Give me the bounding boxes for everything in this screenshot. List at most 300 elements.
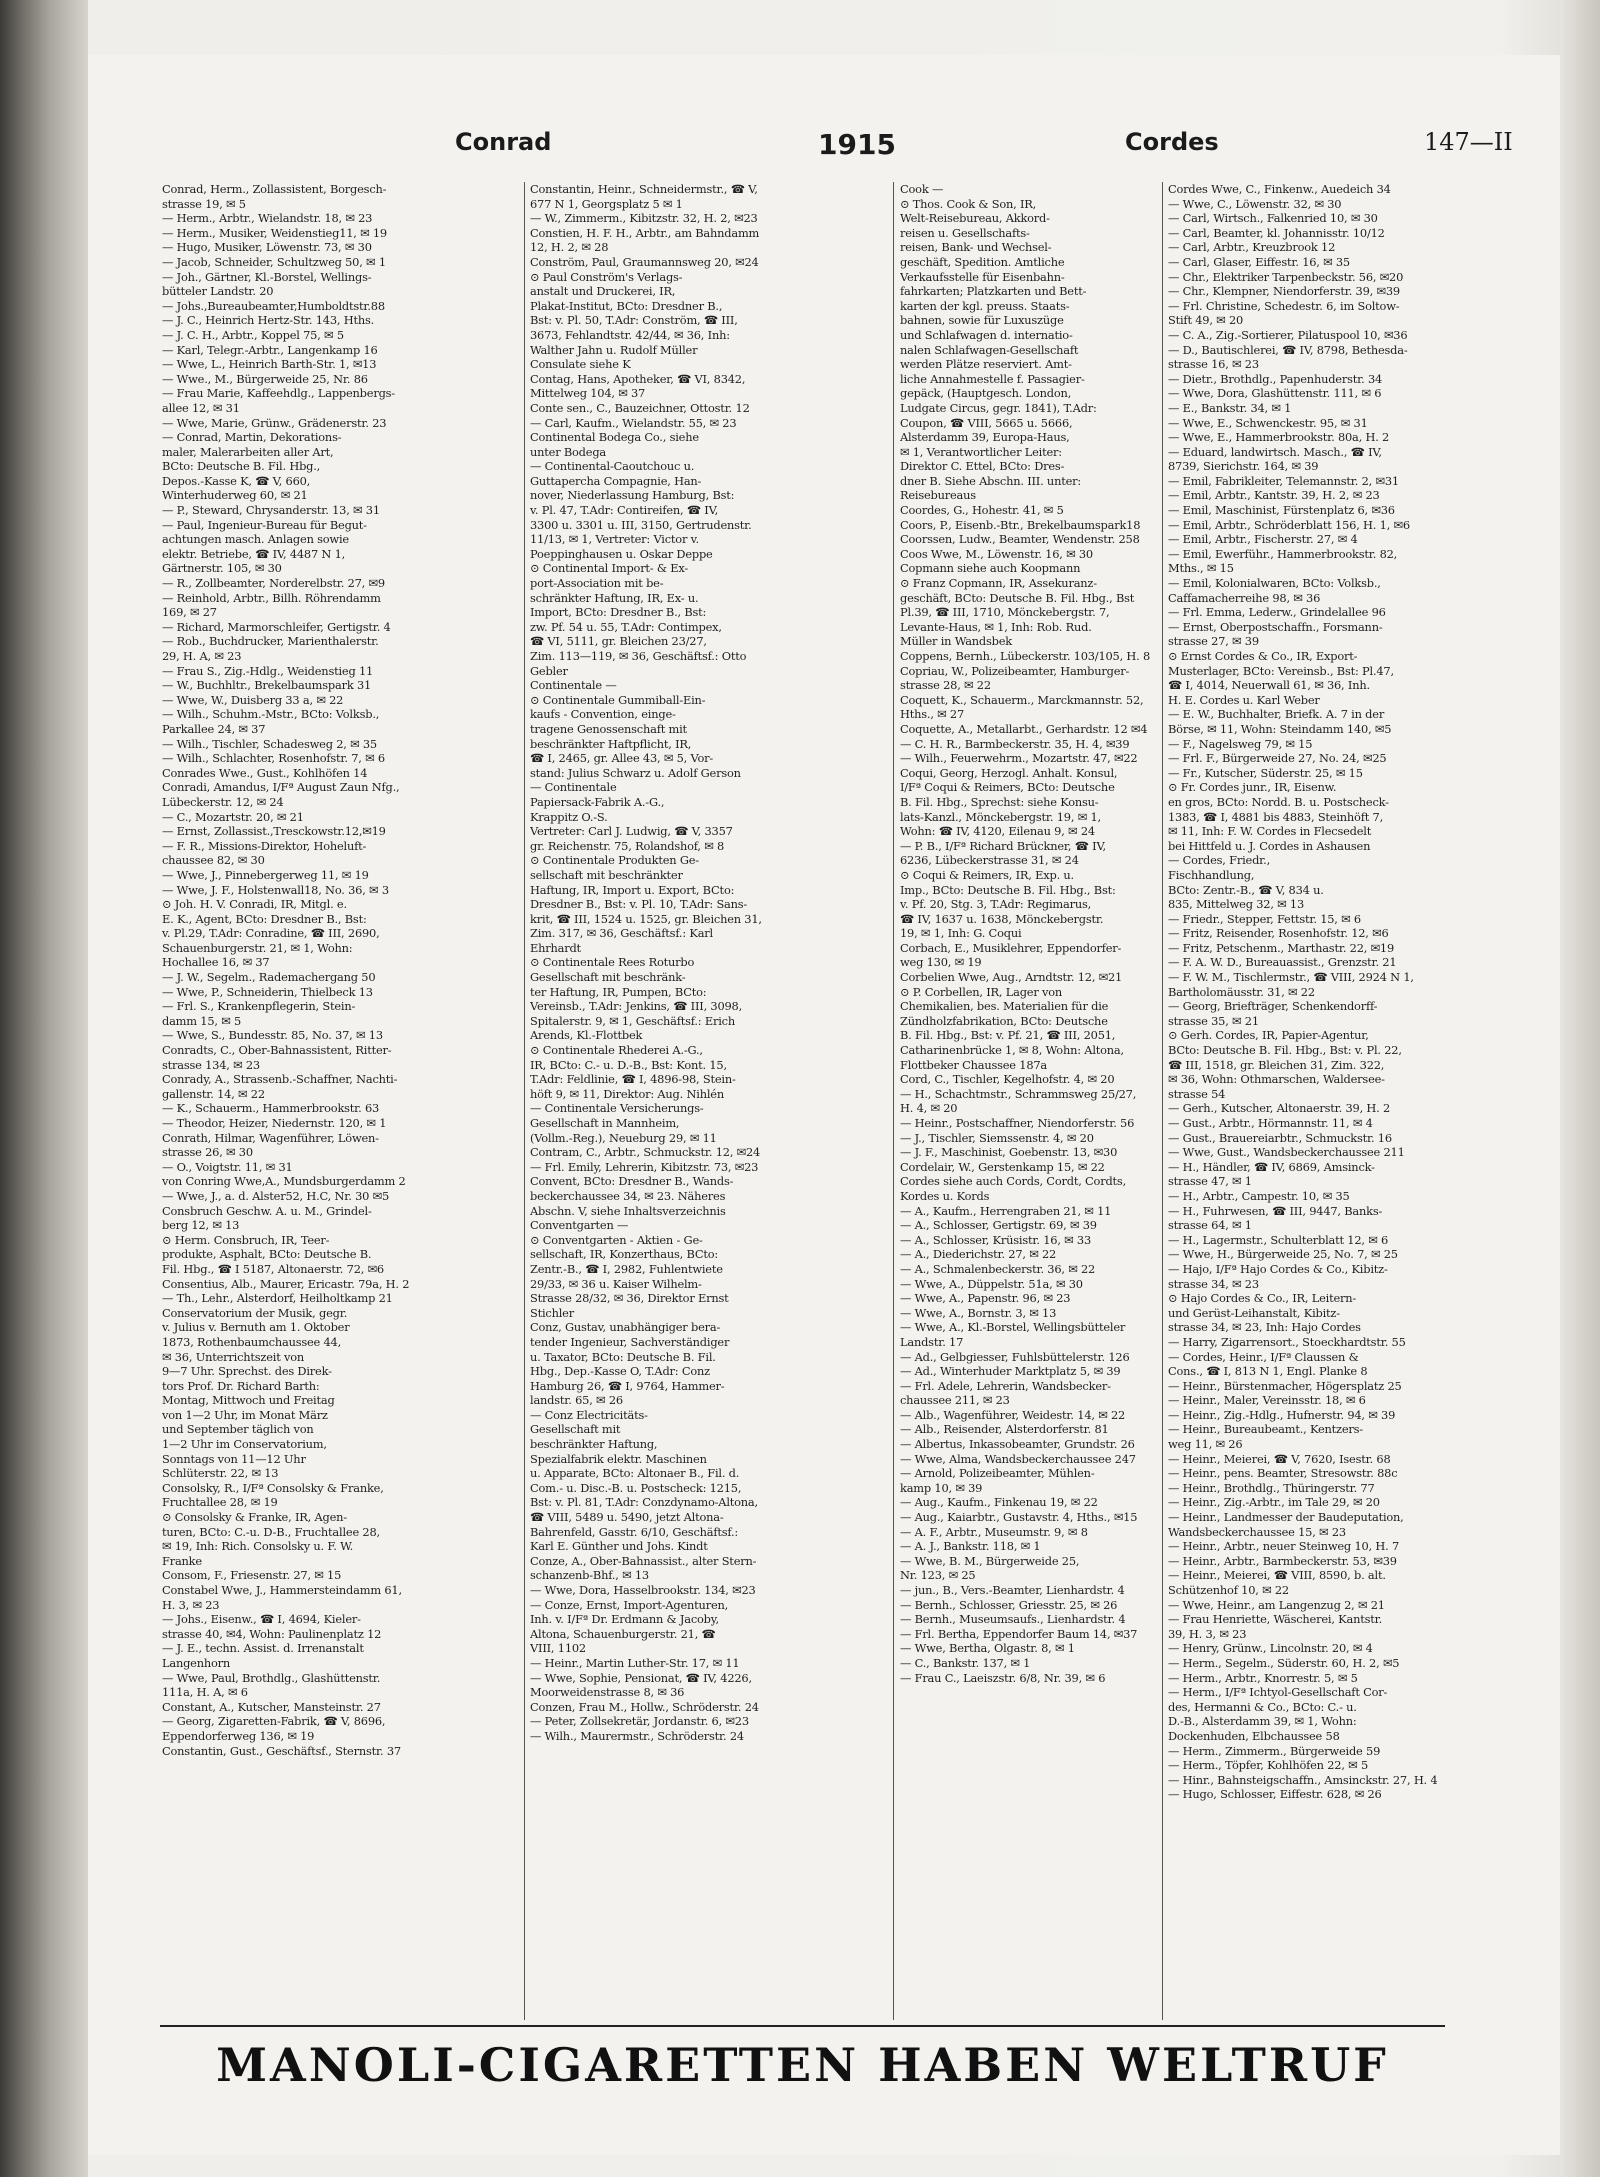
directory-line: Altona, Schauenburgerstr. 21, ☎: [530, 1626, 716, 1641]
directory-line: produkte, Asphalt, BCto: Deutsche B.: [162, 1247, 372, 1262]
directory-line: Conz, Gustav, unabhängiger bera-: [530, 1320, 721, 1335]
directory-line: — Wwe, Heinr., am Langenzug 2, ✉ 21: [1168, 1597, 1385, 1612]
directory-line: — A. F., Arbtr., Museumstr. 9, ✉ 8: [900, 1524, 1088, 1539]
directory-line: — Herm., Musiker, Weidenstieg11, ✉ 19: [162, 225, 387, 240]
directory-line: Conze, A., Ober-Bahnassist., alter Stern-: [530, 1553, 757, 1568]
directory-line: werden Plätze reserviert. Amt-: [900, 357, 1072, 372]
directory-line: strasse 16, ✉ 23: [1168, 357, 1259, 372]
directory-line: — Wwe, S., Bundesstr. 85, No. 37, ✉ 13: [162, 1028, 383, 1043]
directory-line: — Herm., I/Fª Ichtyol-Gesellschaft Cor-: [1168, 1685, 1388, 1700]
directory-line: — Frau S., Zig.-Hdlg., Weidenstieg 11: [162, 663, 374, 678]
directory-line: 19, ✉ 1, Inh: G. Coqui: [900, 926, 1022, 941]
directory-line: — Wilh., Feuerwehrm., Mozartstr. 47, ✉22: [900, 751, 1138, 766]
directory-line: allee 12, ✉ 31: [162, 400, 240, 415]
directory-line: — Emil, Maschinist, Fürstenplatz 6, ✉36: [1168, 503, 1395, 518]
directory-line: Levante-Haus, ✉ 1, Inh: Rob. Rud.: [900, 619, 1092, 634]
directory-line: — Georg, Zigaretten-Fabrik, ☎ V, 8696,: [162, 1714, 386, 1729]
directory-line: — J. E., techn. Assist. d. Irrenanstalt: [162, 1641, 364, 1656]
directory-line: — Heinr., Zig.-Arbtr., im Tale 29, ✉ 20: [1168, 1495, 1380, 1510]
directory-line: IR, BCto: C.- u. D.-B., Bst: Kont. 15,: [530, 1057, 727, 1072]
directory-line: — Heinr., pens. Beamter, Stresowstr. 88c: [1168, 1466, 1398, 1481]
directory-line: bei Hittfeld u. J. Cordes in Ashausen: [1168, 838, 1371, 853]
directory-line: Conrath, Hilmar, Wagenführer, Löwen-: [162, 1130, 379, 1145]
column-rule: [893, 182, 894, 2020]
directory-line: — Continentale Versicherungs-: [530, 1101, 704, 1116]
directory-line: damm 15, ✉ 5: [162, 1013, 242, 1028]
directory-line: — Heinr., Meierei, ☎ V, 7620, Isestr. 68: [1168, 1451, 1391, 1466]
directory-line: berg 12, ✉ 13: [162, 1218, 240, 1233]
directory-line: ⊙ Continentale Rees Roturbo: [530, 955, 695, 970]
directory-line: Conrady, A., Strassenb.-Schaffner, Nachti-: [162, 1072, 398, 1087]
directory-line: — Heinr., Landmesser der Baudeputation,: [1168, 1510, 1404, 1525]
directory-line: ⊙ Hajo Cordes & Co., IR, Leitern-: [1168, 1291, 1357, 1306]
directory-line: — Bernh., Schlosser, Griesstr. 25, ✉ 26: [900, 1597, 1118, 1612]
directory-line: — Fritz, Petschenm., Marthastr. 22, ✉19: [1168, 940, 1395, 955]
directory-line: — Theodor, Heizer, Niedernstr. 120, ✉ 1: [162, 1116, 387, 1130]
directory-line: — C., Bankstr. 137, ✉ 1: [900, 1655, 1031, 1670]
directory-line: Vertreter: Carl J. Ludwig, ☎ V, 3357: [530, 824, 733, 839]
directory-line: — C., Mozartstr. 20, ✉ 21: [162, 809, 304, 824]
directory-line: Strasse 28/32, ✉ 36, Direktor Ernst: [530, 1291, 729, 1306]
directory-line: — Ernst, Oberpostschaffn., Forsmann-: [1168, 619, 1383, 634]
directory-line: Hths., ✉ 27: [900, 707, 965, 722]
directory-line: — Johs., Eisenw., ☎ I, 4694, Kieler-: [162, 1612, 361, 1627]
directory-line: strasse 34, ✉ 23: [1168, 1276, 1259, 1291]
directory-line: Hochallee 16, ✉ 37: [162, 955, 270, 970]
directory-line: — Karl, Telegr.-Arbtr., Langenkamp 16: [162, 342, 378, 357]
directory-line: — Conze, Ernst, Import-Agenturen,: [530, 1597, 729, 1612]
directory-line: — Albertus, Inkassobeamter, Grundstr. 26: [900, 1437, 1135, 1452]
directory-line: BCto: Zentr.-B., ☎ V, 834 u.: [1168, 882, 1324, 897]
directory-line: Conservatorium der Musik, gegr.: [162, 1305, 348, 1320]
directory-line: — Heinr., Meierei, ☎ VIII, 8590, b. alt.: [1168, 1568, 1386, 1583]
directory-line: ⊙ Continentale Gummiball-Ein-: [530, 692, 706, 707]
directory-line: Fischhandlung,: [1168, 867, 1255, 882]
directory-line: strasse 28, ✉ 22: [900, 678, 991, 693]
directory-line: — Conrad, Martin, Dekorations-: [162, 430, 342, 445]
directory-line: — Ad., Winterhuder Marktplatz 5, ✉ 39: [900, 1364, 1121, 1379]
directory-line: kaufs - Convention, einge-: [530, 707, 676, 722]
directory-line: Zentr.-B., ☎ I, 2982, Fuhlentwiete: [530, 1261, 723, 1276]
directory-line: ⊙ P. Corbellen, IR, Lager von: [900, 984, 1063, 999]
directory-line: — Wwe, P., Schneiderin, Thielbeck 13: [162, 984, 373, 999]
directory-line: 1—2 Uhr im Conservatorium,: [162, 1437, 327, 1452]
directory-line: Constantin, Heinr., Schneidermstr., ☎ V,: [530, 182, 758, 196]
directory-line: — Wwe, E., Hammerbrookstr. 80a, H. 2: [1168, 430, 1390, 445]
directory-line: ☎ III, 1518, gr. Bleichen 31, Zim. 322,: [1168, 1057, 1385, 1072]
directory-line: Arends, Kl.-Flottbek: [530, 1028, 643, 1043]
directory-line: — O., Voigtstr. 11, ✉ 31: [162, 1159, 293, 1174]
directory-line: ✉ 19, Inh: Rich. Consolsky u. F. W.: [162, 1539, 354, 1554]
directory-line: I/Fª Coqui & Reimers, BCto: Deutsche: [900, 780, 1115, 795]
directory-line: strasse 19, ✉ 5: [162, 196, 246, 211]
directory-line: 169, ✉ 27: [162, 605, 217, 620]
directory-line: Bahrenfeld, Gasstr. 6/10, Geschäftsf.:: [530, 1524, 739, 1539]
directory-line: Müller in Wandsbek: [900, 634, 1013, 649]
directory-line: Börse, ✉ 11, Wohn: Steindamm 140, ✉5: [1168, 721, 1392, 736]
directory-line: Mittelweg 104, ✉ 37: [530, 386, 646, 401]
directory-line: Sonntags von 11—12 Uhr: [162, 1451, 306, 1466]
directory-line: (Vollm.-Reg.), Neueburg 29, ✉ 11: [530, 1130, 717, 1145]
directory-line: stand: Julius Schwarz u. Adolf Gerson: [530, 765, 741, 780]
page-edge: [1560, 0, 1600, 2177]
directory-line: Zim. 113—119, ✉ 36, Geschäftsf.: Otto: [530, 649, 747, 663]
directory-line: Contag, Hans, Apotheker, ☎ VI, 8342,: [530, 371, 746, 386]
directory-line: fahrkarten; Platzkarten und Bett-: [900, 284, 1087, 299]
directory-line: — Heinr., Arbtr., neuer Steinweg 10, H. 7: [1168, 1539, 1399, 1554]
directory-line: Com.- u. Disc.-B. u. Postscheck: 1215,: [530, 1480, 742, 1495]
directory-line: — Wwe, Alma, Wandsbeckerchaussee 247: [900, 1451, 1136, 1466]
directory-line: — Reinhold, Arbtr., Billh. Röhrendamm: [162, 590, 381, 605]
directory-line: en gros, BCto: Nordd. B. u. Postscheck-: [1168, 794, 1389, 809]
directory-line: — Frl. Adele, Lehrerin, Wandsbecker-: [900, 1378, 1111, 1393]
directory-line: — Herm., Arbtr., Wielandstr. 18, ✉ 23: [162, 211, 373, 226]
directory-line: ✉ 11, Inh: F. W. Cordes in Flecsedelt: [1168, 824, 1372, 839]
directory-line: Stift 49, ✉ 20: [1168, 313, 1244, 328]
directory-line: ⊙ Consolsky & Franke, IR, Agen-: [162, 1510, 347, 1525]
directory-line: 1383, ☎ I, 4881 bis 4883, Steinhöft 7,: [1168, 809, 1383, 824]
directory-line: Coquett, K., Schauerm., Marckmannstr. 52,: [900, 692, 1144, 707]
directory-line: — J. C., Heinrich Hertz-Str. 143, Hths.: [162, 313, 375, 328]
directory-line: — Wwe, A., Düppelstr. 51a, ✉ 30: [900, 1276, 1083, 1291]
directory-line: 677 N 1, Georgsplatz 5 ✉ 1: [530, 196, 683, 211]
directory-line: — Continental-Caoutchouc u.: [530, 459, 695, 474]
directory-line: Bst: v. Pl. 50, T.Adr: Conström, ☎ III,: [530, 313, 738, 328]
directory-line: und September täglich von: [162, 1422, 314, 1437]
directory-column-1: [162, 182, 514, 2020]
directory-line: gallenstr. 14, ✉ 22: [162, 1086, 265, 1101]
directory-line: Eppendorferweg 136, ✉ 19: [162, 1728, 315, 1743]
directory-line: Constien, H. F. H., Arbtr., am Bahndamm: [530, 225, 760, 240]
directory-line: — Emil, Fabrikleiter, Telemannstr. 2, ✉31: [1168, 473, 1399, 488]
directory-line: liche Annahmestelle f. Passagier-: [900, 371, 1085, 386]
directory-line: 6236, Lübeckerstrasse 31, ✉ 24: [900, 853, 1079, 868]
directory-line: — Henry, Grünw., Lincolnstr. 20, ✉ 4: [1168, 1641, 1373, 1656]
directory-line: — jun., B., Vers.-Beamter, Lienhardstr. 4: [900, 1583, 1125, 1597]
directory-line: — Th., Lehr., Alsterdorf, Heilholtkamp 21: [162, 1291, 393, 1306]
directory-line: Wohn: ☎ IV, 4120, Eilenau 9, ✉ 24: [900, 824, 1095, 839]
directory-line: — Ernst, Zollassist.,Tresckowstr.12,✉19: [162, 824, 386, 839]
directory-line: — Frl. Emma, Lederw., Grindelallee 96: [1168, 605, 1386, 620]
directory-line: — F. W. M., Tischlermstr., ☎ VIII, 2924 N 1,: [1168, 970, 1414, 985]
directory-line: — Gust., Brauereiarbtr., Schmuckstr. 16: [1168, 1130, 1392, 1145]
directory-line: Moorweidenstrasse 8, ✉ 36: [530, 1685, 685, 1700]
column-rule: [524, 182, 525, 2020]
directory-line: — Gust., Arbtr., Hörmannstr. 11, ✉ 4: [1168, 1116, 1373, 1130]
directory-line: Conradts, C., Ober-Bahnassistent, Ritter-: [162, 1043, 392, 1058]
directory-line: — Aug., Kaiarbtr., Gustavstr. 4, Hths., ✉15: [900, 1510, 1138, 1525]
directory-line: — Wwe, J., Pinnebergerweg 11, ✉ 19: [162, 867, 369, 882]
directory-line: — Wwe, Paul, Brothdlg., Glashüttenstr.: [162, 1670, 381, 1685]
directory-line: — Wwe, W., Duisberg 33 a, ✉ 22: [162, 692, 344, 707]
directory-line: Conström, Paul, Graumannsweg 20, ✉24: [530, 254, 759, 269]
directory-line: landstr. 65, ✉ 26: [530, 1393, 623, 1408]
directory-line: Stichler: [530, 1305, 574, 1320]
directory-line: — A., Schmalenbeckerstr. 36, ✉ 22: [900, 1261, 1096, 1276]
directory-line: — Wwe, E., Schwenckestr. 95, ✉ 31: [1168, 415, 1368, 430]
directory-line: Parkallee 24, ✉ 37: [162, 721, 266, 736]
directory-line: maler, Malerarbeiten aller Art,: [162, 444, 334, 459]
directory-line: Cord, C., Tischler, Kegelhofstr. 4, ✉ 20: [900, 1072, 1115, 1087]
directory-line: Cordes siehe auch Cords, Cordt, Cordts,: [900, 1174, 1126, 1189]
directory-line: — Wwe, A., Papenstr. 96, ✉ 23: [900, 1291, 1071, 1306]
directory-line: — Wilh., Schuhm.-Mstr., BCto: Volksb.,: [162, 707, 380, 722]
directory-line: Wandsbeckerchaussee 15, ✉ 23: [1168, 1524, 1346, 1539]
directory-line: Lübeckerstr. 12, ✉ 24: [162, 794, 284, 809]
directory-line: Direktor C. Ettel, BCto: Dres-: [900, 459, 1065, 474]
directory-line: T.Adr: Feldlinie, ☎ I, 4896-98, Stein-: [530, 1072, 736, 1087]
directory-line: Constant, A., Kutscher, Mansteinstr. 27: [162, 1699, 381, 1714]
directory-line: B. Fil. Hbg., Bst: v. Pf. 21, ☎ III, 2051,: [900, 1028, 1116, 1043]
directory-line: Inh. v. I/Fª Dr. Erdmann & Jacoby,: [530, 1612, 719, 1627]
directory-line: — P., Steward, Chrysanderstr. 13, ✉ 31: [162, 503, 380, 518]
directory-line: Montag, Mittwoch und Freitag: [162, 1393, 335, 1408]
directory-line: krit, ☎ III, 1524 u. 1525, gr. Bleichen 31,: [530, 911, 762, 926]
directory-line: — Cordes, Heinr., I/Fª Claussen &: [1168, 1349, 1359, 1364]
directory-line: geschäft, Spedition. Amtliche: [900, 254, 1065, 269]
directory-line: — A. J., Bankstr. 118, ✉ 1: [900, 1539, 1041, 1554]
directory-column-4: [1168, 182, 1444, 2020]
directory-line: ✉ 36, Unterrichtszeit von: [162, 1349, 305, 1364]
directory-line: Copriau, W., Polizeibeamter, Hamburger-: [900, 663, 1130, 678]
directory-line: Gesellschaft mit beschränk-: [530, 970, 686, 985]
directory-line: — Emil, Arbtr., Kantstr. 39, H. 2, ✉ 23: [1168, 488, 1380, 503]
directory-line: — Emil, Kolonialwaren, BCto: Volksb.,: [1168, 576, 1381, 591]
directory-line: und Gerüst-Leihanstalt, Kibitz-: [1168, 1305, 1340, 1320]
directory-line: — Hugo, Schlosser, Eiffestr. 628, ✉ 26: [1168, 1787, 1382, 1802]
directory-line: reisen, Bank- und Wechsel-: [900, 240, 1052, 255]
directory-line: — D., Bautischlerei, ☎ IV, 8798, Bethesda-: [1168, 342, 1408, 357]
directory-line: — Heinr., Bureaubeamt., Kentzers-: [1168, 1422, 1363, 1437]
directory-line: Ehrhardt: [530, 940, 581, 955]
directory-line: strasse 40, ✉4, Wohn: Paulinenplatz 12: [162, 1626, 382, 1641]
directory-line: Karl E. Günther und Johs. Kindt: [530, 1539, 708, 1554]
directory-line: — Wwe, C., Löwenstr. 32, ✉ 30: [1168, 196, 1342, 211]
directory-line: Musterlager, BCto: Vereinsb., Bst: Pl.47,: [1168, 663, 1394, 678]
directory-line: — Richard, Marmorschleifer, Gertigstr. 4: [162, 619, 391, 634]
directory-line: — J. F., Maschinist, Goebenstr. 13, ✉30: [900, 1145, 1118, 1160]
directory-line: — Frau Henriette, Wäscherei, Kantstr.: [1168, 1612, 1383, 1627]
directory-line: gepäck, (Hauptgesch. London,: [900, 386, 1072, 401]
directory-line: — Frl. Christine, Schedestr. 6, im Soltow-: [1168, 298, 1400, 313]
directory-line: Cordes Wwe, C., Finkenw., Auedeich 34: [1168, 182, 1391, 196]
directory-line: — Wwe, L., Heinrich Barth-Str. 1, ✉13: [162, 357, 377, 372]
directory-line: Guttapercha Compagnie, Han-: [530, 473, 702, 488]
directory-line: H. 3, ✉ 23: [162, 1597, 220, 1612]
directory-line: — A., Diederichstr. 27, ✉ 22: [900, 1247, 1057, 1262]
directory-line: — Hugo, Musiker, Löwenstr. 73, ✉ 30: [162, 240, 372, 255]
directory-line: VIII, 1102: [530, 1641, 586, 1656]
directory-line: lats-Kanzl., Mönckebergstr. 19, ✉ 1,: [900, 809, 1101, 824]
directory-line: Copmann siehe auch Koopmann: [900, 561, 1081, 576]
directory-line: ⊙ Gerh. Cordes, IR, Papier-Agentur,: [1168, 1028, 1369, 1043]
directory-line: Poeppinghausen u. Oskar Deppe: [530, 546, 713, 561]
directory-line: ⊙ Coqui & Reimers, IR, Exp. u.: [900, 867, 1074, 882]
directory-line: Mths., ✉ 15: [1168, 561, 1234, 576]
directory-line: — Arnold, Polizeibeamter, Mühlen-: [900, 1466, 1095, 1481]
directory-line: — Emil, Arbtr., Fischerstr. 27, ✉ 4: [1168, 532, 1358, 547]
directory-line: — Aug., Kaufm., Finkenau 19, ✉ 22: [900, 1495, 1098, 1510]
directory-line: — Dietr., Brothdlg., Papenhuderstr. 34: [1168, 371, 1383, 386]
directory-line: — Fritz, Reisender, Rosenhofstr. 12, ✉6: [1168, 926, 1389, 941]
directory-line: Conradi, Amandus, I/Fª August Zaun Nfg.,: [162, 780, 400, 795]
directory-line: ⊙ Continentale Produkten Ge-: [530, 853, 699, 868]
directory-line: Depos.-Kasse K, ☎ V, 660,: [162, 473, 311, 488]
directory-line: sellschaft mit beschränkter: [530, 867, 683, 882]
directory-line: — A., Kaufm., Herrengraben 21, ✉ 11: [900, 1203, 1112, 1218]
directory-line: Convent, BCto: Dresdner B., Wands-: [530, 1174, 734, 1189]
directory-line: ⊙ Fr. Cordes junr., IR, Eisenw.: [1168, 780, 1337, 795]
directory-line: achtungen masch. Anlagen sowie: [162, 532, 349, 547]
directory-line: beschränkter Haftung,: [530, 1437, 658, 1452]
directory-line: ⊙ Herm. Consbruch, IR, Teer-: [162, 1232, 330, 1247]
directory-line: nover, Niederlassung Hamburg, Bst:: [530, 488, 735, 503]
directory-line: ⊙ Conventgarten - Aktien - Ge-: [530, 1232, 703, 1247]
directory-line: strasse 54: [1168, 1086, 1226, 1101]
directory-line: ⊙ Joh. H. V. Conradi, IR, Mitgl. e.: [162, 897, 347, 912]
directory-line: 29/33, ✉ 36 u. Kaiser Wilhelm-: [530, 1276, 702, 1291]
directory-line: Cons., ☎ I, 813 N 1, Engl. Planke 8: [1168, 1364, 1368, 1379]
directory-line: — Frau Marie, Kaffeehdlg., Lappenbergs-: [162, 386, 395, 401]
directory-line: — Friedr., Stepper, Fettstr. 15, ✉ 6: [1168, 911, 1361, 926]
directory-line: chaussee 82, ✉ 30: [162, 853, 265, 868]
directory-line: Haftung, IR, Import u. Export, BCto:: [530, 882, 735, 897]
directory-line: B. Fil. Hbg., Sprechst: siehe Konsu-: [900, 794, 1099, 809]
footer-rule: [160, 2025, 1445, 2027]
directory-line: — F. A. W. D., Bureauassist., Grenzstr. 21: [1168, 955, 1397, 970]
directory-line: strasse 64, ✉ 1: [1168, 1218, 1252, 1233]
directory-line: — Fr., Kutscher, Süderstr. 25, ✉ 15: [1168, 765, 1363, 780]
directory-line: — Frl. Bertha, Eppendorfer Baum 14, ✉37: [900, 1626, 1138, 1641]
directory-line: — Heinr., Martin Luther-Str. 17, ✉ 11: [530, 1655, 740, 1670]
directory-line: Welt-Reisebureau, Akkord-: [900, 211, 1050, 226]
directory-line: ⊙ Thos. Cook & Son, IR,: [900, 196, 1037, 211]
directory-line: — K., Schauerm., Hammerbrookstr. 63: [162, 1101, 380, 1116]
directory-line: ☎ VIII, 5489 u. 5490, jetzt Altona-: [530, 1510, 724, 1525]
directory-line: Chemikalien, bes. Materialien für die: [900, 999, 1109, 1014]
directory-line: — Herm., Zimmerm., Bürgerweide 59: [1168, 1743, 1381, 1758]
directory-line: — Carl, Beamter, kl. Johannisstr. 10/12: [1168, 225, 1385, 240]
directory-line: — H., Lagermstr., Schulterblatt 12, ✉ 6: [1168, 1232, 1389, 1247]
directory-line: — H., Händler, ☎ IV, 6869, Amsinck-: [1168, 1159, 1375, 1174]
directory-line: 3673, Fehlandtstr. 42/44, ✉ 36, Inh:: [530, 327, 730, 342]
directory-line: Cook —: [900, 182, 944, 196]
directory-line: beschränkter Haftpflicht, IR,: [530, 736, 692, 751]
directory-line: Hbg., Dep.-Kasse O, T.Adr: Conz: [530, 1364, 710, 1379]
directory-line: und Schlafwagen d. internatio-: [900, 327, 1073, 342]
directory-line: Ludgate Circus, gegr. 1841), T.Adr:: [900, 400, 1097, 415]
directory-line: — Frl. Emily, Lehrerin, Kibitzstr. 73, ✉23: [530, 1159, 759, 1174]
directory-line: Hamburg 26, ☎ I, 9764, Hammer-: [530, 1378, 725, 1393]
directory-line: Zim. 317, ✉ 36, Geschäftsf.: Karl: [530, 926, 713, 941]
directory-line: Gebler: [530, 663, 568, 678]
directory-line: höft 9, ✉ 11, Direktor: Aug. Nihlén: [530, 1086, 724, 1101]
directory-line: Kordes u. Kords: [900, 1188, 990, 1203]
directory-line: strasse 35, ✉ 21: [1168, 1013, 1259, 1028]
directory-line: strasse 26, ✉ 30: [162, 1145, 253, 1160]
directory-line: — Wwe, Dora, Glashüttenstr. 111, ✉ 6: [1168, 386, 1382, 401]
directory-line: strasse 134, ✉ 23: [162, 1057, 260, 1072]
directory-line: chaussee 211, ✉ 23: [900, 1393, 1010, 1408]
directory-line: Gesellschaft mit: [530, 1422, 621, 1437]
directory-line: — Herm., Segelm., Süderstr. 60, H. 2, ✉5: [1168, 1655, 1400, 1670]
directory-line: H. E. Cordes u. Karl Weber: [1168, 692, 1320, 707]
directory-line: 835, Mittelweg 32, ✉ 13: [1168, 897, 1305, 912]
directory-line: Consentius, Alb., Maurer, Ericastr. 79a, H. 2: [162, 1276, 410, 1291]
directory-line: — Conz Electricitäts-: [530, 1407, 648, 1422]
running-head-year: 1915: [818, 128, 896, 161]
directory-line: ⊙ Paul Conström's Verlags-: [530, 269, 683, 284]
directory-line: 12, H. 2, ✉ 28: [530, 240, 609, 255]
directory-line: Schlüterstr. 22, ✉ 13: [162, 1466, 279, 1481]
directory-line: Zündholzfabrikation, BCto: Deutsche: [900, 1013, 1108, 1028]
directory-line: Continentale —: [530, 678, 617, 693]
directory-line: Conventgarten —: [530, 1218, 629, 1233]
directory-line: von Conring Wwe,A., Mundsburgerdamm 2: [162, 1174, 406, 1189]
directory-line: — J. W., Segelm., Rademachergang 50: [162, 970, 376, 985]
directory-line: — Heinr., Zig.-Hdlg., Hufnerstr. 94, ✉ 39: [1168, 1407, 1396, 1422]
directory-line: Flottbeker Chaussee 187a: [900, 1057, 1048, 1072]
directory-line: — Wwe, A., Bornstr. 3, ✉ 13: [900, 1305, 1057, 1320]
directory-line: Import, BCto: Dresdner B., Bst:: [530, 605, 707, 620]
directory-line: — F. R., Missions-Direktor, Hoheluft-: [162, 838, 367, 853]
directory-line: 1873, Rothenbaumchaussee 44,: [162, 1334, 342, 1349]
directory-line: — Frl. S., Krankenpflegerin, Stein-: [162, 999, 356, 1014]
directory-line: — P. B., I/Fª Richard Brückner, ☎ IV,: [900, 838, 1106, 853]
directory-line: 29, H. A, ✉ 23: [162, 649, 242, 663]
directory-line: beckerchaussee 34, ✉ 23. Näheres: [530, 1188, 726, 1203]
directory-line: — Emil, Arbtr., Schröderblatt 156, H. 1, ✉6: [1168, 517, 1410, 532]
directory-line: — Rob., Buchdrucker, Marienthalerstr.: [162, 634, 379, 649]
directory-line: u. Apparate, BCto: Altonaer B., Fil. d.: [530, 1466, 740, 1481]
directory-line: — C. H. R., Barmbeckerstr. 35, H. 4, ✉39: [900, 736, 1130, 751]
directory-line: Coquette, A., Metallarbt., Gerhardstr. 12 ✉4: [900, 721, 1148, 736]
directory-line: Gesellschaft in Mannheim,: [530, 1116, 680, 1130]
directory-column-2: [530, 182, 882, 2020]
directory-line: Krappitz O.-S.: [530, 809, 608, 824]
directory-line: — Wwe, B. M., Bürgerweide 25,: [900, 1553, 1080, 1568]
directory-line: Conrad, Herm., Zollassistent, Borgesch-: [162, 182, 387, 196]
directory-line: — E., Bankstr. 34, ✉ 1: [1168, 400, 1292, 415]
directory-line: — Cordes, Friedr.,: [1168, 853, 1271, 868]
directory-line: Gärtnerstr. 105, ✉ 30: [162, 561, 282, 576]
directory-line: Dresdner B., Bst: v. Pl. 10, T.Adr: Sans-: [530, 897, 748, 912]
directory-line: — Frau C., Laeiszstr. 6/8, Nr. 39, ✉ 6: [900, 1670, 1106, 1685]
directory-line: port-Association mit be-: [530, 576, 664, 591]
directory-line: Cordelair, W., Gerstenkamp 15, ✉ 22: [900, 1159, 1105, 1174]
directory-line: 11/13, ✉ 1, Vertreter: Victor v.: [530, 532, 699, 547]
directory-line: — Carl, Wirtsch., Falkenried 10, ✉ 30: [1168, 211, 1378, 226]
directory-line: Consolsky, R., I/Fª Consolsky & Franke,: [162, 1480, 384, 1495]
directory-line: — Chr., Klempner, Niendorferstr. 39, ✉39: [1168, 284, 1400, 299]
directory-line: ☎ IV, 1637 u. 1638, Mönckebergstr.: [900, 911, 1104, 926]
directory-line: ⊙ Continental Import- & Ex-: [530, 561, 689, 576]
directory-line: — Heinr., Maler, Vereinsstr. 18, ✉ 6: [1168, 1393, 1366, 1408]
directory-line: ☎ VI, 5111, gr. Bleichen 23/27,: [530, 634, 707, 649]
directory-line: — Gerh., Kutscher, Altonaerstr. 39, H. 2: [1168, 1101, 1391, 1116]
directory-line: — Johs.,Bureaubeamter,Humboldtstr.88: [162, 298, 385, 313]
directory-line: Coordes, G., Hohestr. 41, ✉ 5: [900, 503, 1064, 518]
directory-line: Schauenburgerstr. 21, ✉ 1, Wohn:: [162, 940, 353, 955]
directory-line: 3300 u. 3301 u. III, 3150, Gertrudenstr.: [530, 517, 752, 532]
directory-line: dner B. Siehe Abschn. III. unter:: [900, 473, 1082, 488]
directory-line: 8739, Sierichstr. 164, ✉ 39: [1168, 459, 1319, 474]
directory-line: Corbach, E., Musiklehrer, Eppendorfer-: [900, 940, 1122, 955]
directory-line: Schützenhof 10, ✉ 22: [1168, 1583, 1289, 1597]
directory-line: Nr. 123, ✉ 25: [900, 1568, 976, 1583]
directory-line: Caffamacherreihe 98, ✉ 36: [1168, 590, 1321, 605]
directory-line: — Ad., Gelbgiesser, Fuhlsbüttelerstr. 126: [900, 1349, 1130, 1364]
